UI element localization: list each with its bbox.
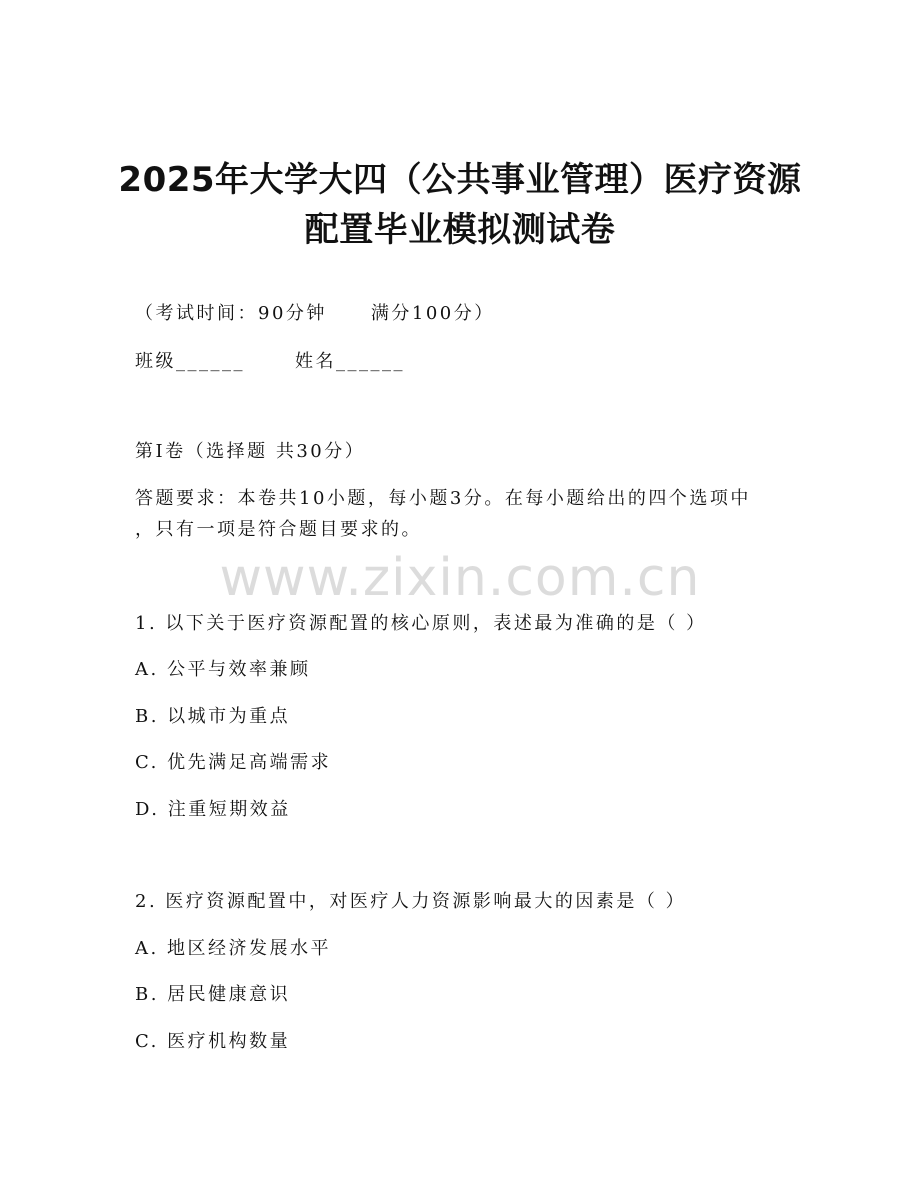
exam-info-line bbox=[135, 302, 795, 326]
question-1-option-a[interactable]: A. 公平与效率兼顾 bbox=[135, 659, 311, 680]
exam-title-line-1: 2025年大学大四（公共事业管理）医疗资源 bbox=[118, 160, 802, 200]
question-2-option-b[interactable]: B. 居民健康意识 bbox=[135, 984, 291, 1005]
instructions-line-2: ，只有一项是符合题目要求的。 bbox=[135, 519, 422, 540]
question-2-stem: 2. 医疗资源配置中，对医疗人力资源影响最大的因素是（ ） bbox=[135, 891, 687, 912]
exam-title-line-2: 配置毕业模拟测试卷 bbox=[304, 210, 616, 250]
question-1-option-b[interactable]: B. 以城市为重点 bbox=[135, 706, 291, 727]
question-2-option-a[interactable]: A. 地区经济发展水平 bbox=[135, 938, 331, 959]
class-field[interactable]: 班级______ bbox=[135, 351, 245, 372]
question-1-option-d[interactable]: D. 注重短期效益 bbox=[135, 799, 291, 820]
question-2-option-c[interactable]: C. 医疗机构数量 bbox=[135, 1031, 291, 1052]
student-info-line bbox=[135, 350, 795, 374]
question-1-stem: 1. 以下关于医疗资源配置的核心原则，表述最为准确的是（ ） bbox=[135, 613, 707, 634]
name-field[interactable]: 姓名______ bbox=[295, 351, 405, 372]
instructions-line-1: 答题要求：本卷共10小题，每小题3分。在每小题给出的四个选项中 bbox=[135, 488, 751, 509]
exam-score-info: 满分100分） bbox=[370, 303, 495, 324]
section-heading: 第I卷（选择题 共30分） bbox=[135, 441, 366, 462]
watermark: www.zixin.com.cn bbox=[219, 548, 701, 608]
question-1-option-c[interactable]: C. 优先满足高端需求 bbox=[135, 752, 332, 773]
exam-time-info: （考试时间：90分钟 bbox=[135, 303, 327, 324]
